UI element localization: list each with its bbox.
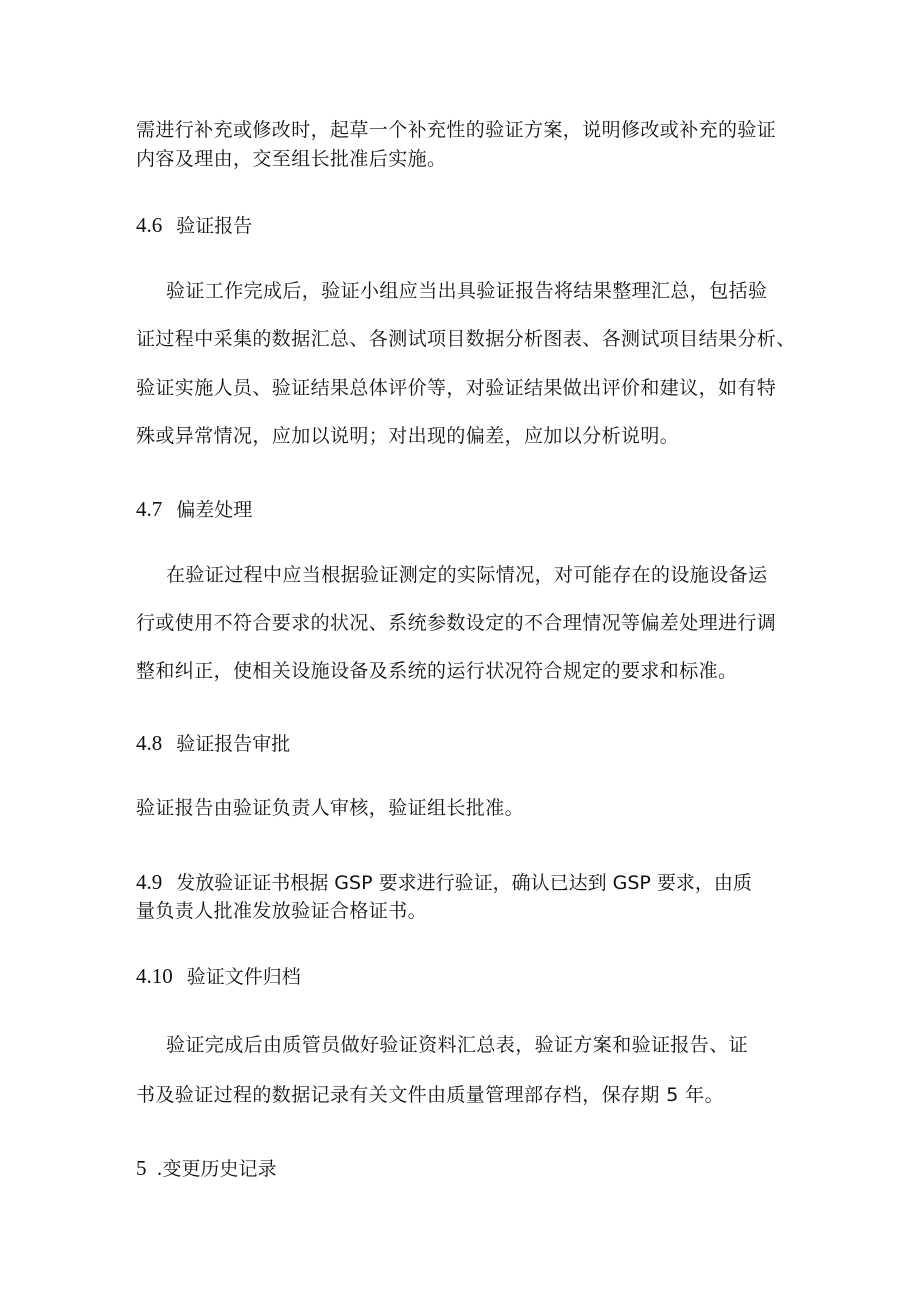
paragraph-line: 在验证过程中应当根据验证测定的实际情况，对可能存在的设施设备运 <box>166 564 768 586</box>
paragraph-line: 殊或异常情况，应加以说明；对出现的偏差，应加以分析说明。 <box>136 425 680 447</box>
section-4-7-heading <box>136 496 252 523</box>
section-number: 4.8 <box>136 731 163 755</box>
section-text: 发放验证证书根据 GSP 要求进行验证，确认已达到 GSP 要求，由质 <box>176 872 752 894</box>
paragraph-line: 书及验证过程的数据记录有关文件由质量管理部存档，保存期 5 年。 <box>136 1084 724 1106</box>
paragraph-line: 量负责人批准发放验证合格证书。 <box>136 900 428 922</box>
paragraph-line: 验证报告由验证负责人审核，验证组长批准。 <box>136 797 525 819</box>
section-title: 偏差处理 <box>176 499 253 521</box>
paragraph-line: 行或使用不符合要求的状况、系统参数设定的不合理情况等偏差处理进行调 <box>136 612 777 634</box>
paragraph-line: 验证完成后由质管员做好验证资料汇总表，验证方案和验证报告、证 <box>166 1034 749 1056</box>
section-5-heading <box>136 1155 277 1182</box>
section-title: 验证报告 <box>176 215 253 237</box>
section-title: .变更历史记录 <box>156 1158 277 1180</box>
section-title: 验证报告审批 <box>176 733 291 755</box>
section-number: 4.6 <box>136 213 163 237</box>
section-number: 4.9 <box>136 870 163 894</box>
intro-line-1: 需进行补充或修改时，起草一个补充性的验证方案，说明修改或补充的验证 <box>136 119 777 141</box>
section-number: 5 <box>136 1156 147 1180</box>
paragraph-line: 证过程中采集的数据汇总、各测试项目数据分析图表、各测试项目结果分析、 <box>136 328 796 350</box>
intro-line-2: 内容及理由，交至组长批准后实施。 <box>136 148 447 170</box>
section-4-8-heading <box>136 730 290 757</box>
section-title: 验证文件归档 <box>186 966 301 988</box>
section-4-6-heading <box>136 212 252 239</box>
section-number: 4.7 <box>136 497 163 521</box>
paragraph-line: 验证工作完成后，验证小组应当出具验证报告将结果整理汇总，包括验 <box>166 280 768 302</box>
paragraph-line: 整和纠正，使相关设施设备及系统的运行状况符合规定的要求和标准。 <box>136 660 738 682</box>
section-4-9-line-1 <box>136 869 752 896</box>
section-4-10-heading <box>136 963 301 990</box>
section-number: 4.10 <box>136 964 173 988</box>
paragraph-line: 验证实施人员、验证结果总体评价等，对验证结果做出评价和建议，如有特 <box>136 377 777 399</box>
